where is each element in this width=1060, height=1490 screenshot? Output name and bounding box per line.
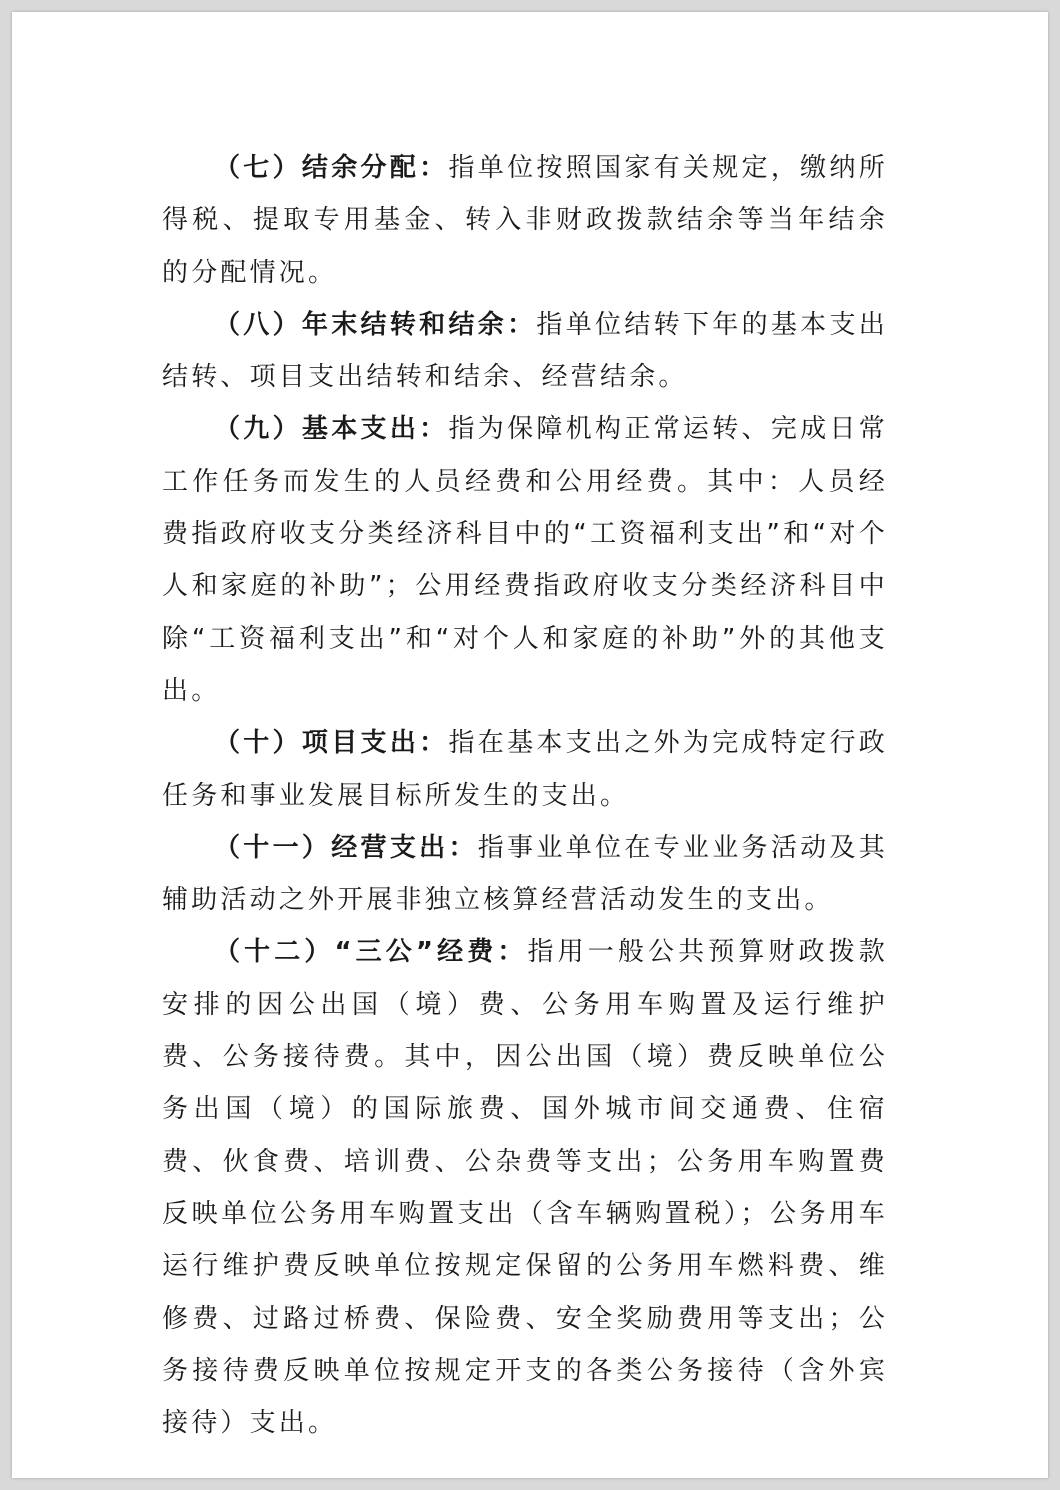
term-definition: 指单位结转下年的基本支出结转、项目支出结转和结余、经营结余。 bbox=[162, 309, 889, 393]
term-definition: 指用一般公共预算财政拨款安排的因公出国（境）费、公务用车购置及运行维护费、公务接待费。其中，因公出国（境）费反映单位公务出国（境）的国际旅费、国外城市间交通费、住宿费、伙食费、培训费、公杂费等支出；公务用车购置费反映单位公务用车购置支出（含车辆购置税）；公务用车运行维护费反映单位按规定保留的公务用车燃料费、维修费、过路过桥费、保险费、安全奖励费用等支出；公务接待费反映单位按规定开支的各类公务接待（含外宾接待）支出。 bbox=[162, 937, 888, 1439]
paragraph-year-end-carryover bbox=[162, 299, 888, 404]
term-heading: （十）项目支出： bbox=[214, 728, 449, 759]
paragraph-settlement-distribution bbox=[162, 142, 888, 299]
term-definition: 指单位按照国家有关规定，缴纳所得税、提取专用基金、转入非财政拨款结余等当年结余的分配情况。 bbox=[162, 153, 888, 288]
document-body bbox=[162, 142, 888, 1449]
term-definition: 指在基本支出之外为完成特定行政任务和事业发展目标所发生的支出。 bbox=[162, 728, 888, 811]
paragraph-operating-expenditure bbox=[162, 822, 888, 927]
document-page bbox=[12, 12, 1048, 1478]
paragraph-project-expenditure bbox=[162, 717, 888, 822]
paragraph-basic-expenditure bbox=[162, 403, 888, 717]
term-heading: （十一）经营支出： bbox=[214, 832, 478, 863]
term-heading: （九）基本支出： bbox=[214, 414, 449, 445]
term-definition: 指事业单位在专业业务活动及其辅助活动之外开展非独立核算经营活动发生的支出。 bbox=[162, 832, 888, 916]
term-heading: （八）年末结转和结余： bbox=[214, 309, 537, 340]
term-heading: （七）结余分配： bbox=[214, 153, 449, 183]
term-heading: （十二）“三公”经费： bbox=[214, 937, 528, 968]
paragraph-three-public-expenses bbox=[162, 926, 888, 1449]
term-definition: 指为保障机构正常运转、完成日常工作任务而发生的人员经费和公用经费。其中：人员经费指政府收支分类经济科目中的“工资福利支出”和“对个人和家庭的补助”；公用经费指政府收支分类经济科目中除“工资福利支出”和“对个人和家庭的补助”外的其他支出。 bbox=[162, 414, 888, 706]
